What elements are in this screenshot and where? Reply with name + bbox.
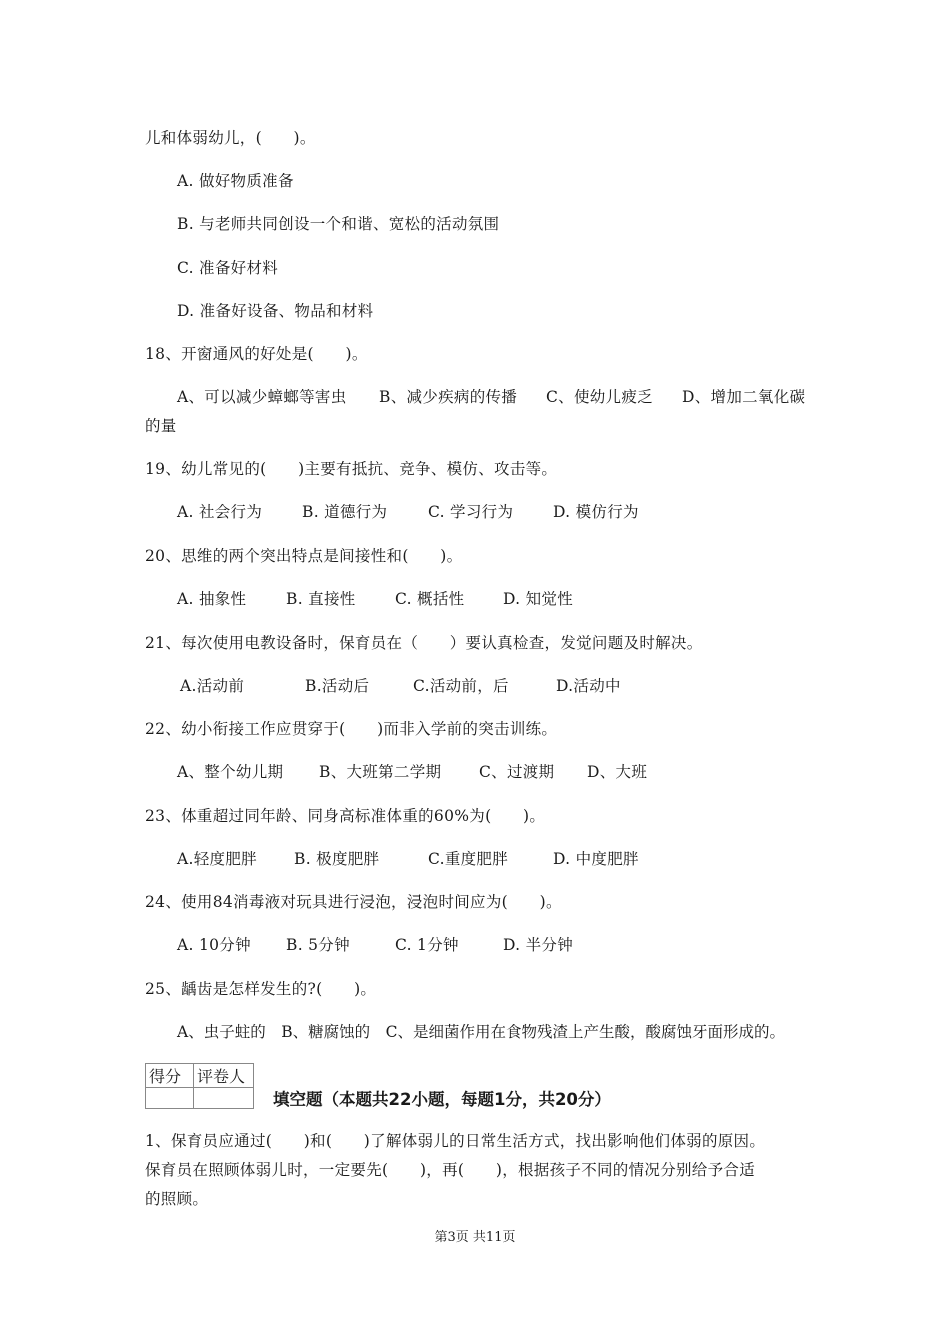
q19-option-b: B. 道德行为 [302,503,388,521]
q23-option-b: B. 极度肥胖 [294,850,380,868]
question-22-stem: 22、幼小衔接工作应贯穿于( )而非入学前的突击训练。 [145,720,558,738]
score-cell [146,1088,194,1109]
q19-option-c: C. 学习行为 [428,503,514,521]
question-19-stem: 19、幼儿常见的( )主要有抵抗、竞争、模仿、攻击等。 [145,460,558,478]
section-title: 填空题（本题共22小题，每题1分，共20分） [273,1090,611,1109]
fill-question-1-line-2: 保育员在照顾体弱儿时，一定要先( )，再( )，根据孩子不同的情况分别给予合适 [145,1161,755,1179]
question-21-stem: 21、每次使用电教设备时，保育员在（ ）要认真检查，发觉问题及时解决。 [145,634,703,652]
q22-option-c: C、过渡期 [479,763,555,781]
q21-option-c: C.活动前，后 [413,677,509,695]
q19-option-d: D. 模仿行为 [553,503,639,521]
q20-option-b: B. 直接性 [286,590,356,608]
q21-options [180,676,621,696]
q24-option-b: B. 5分钟 [286,936,350,954]
q22-option-d: D、大班 [587,763,648,781]
grader-cell [194,1088,254,1109]
score-header: 得分 [146,1064,194,1088]
q20-option-a: A. 抽象性 [177,590,247,608]
q18-option-d: D、增加二氧化碳 [682,388,806,406]
q18-option-c: C、使幼儿疲乏 [546,388,653,406]
fill-question-1-line-1: 1、保育员应通过( )和( )了解体弱儿的日常生活方式，找出影响他们体弱的原因。 [145,1132,766,1150]
q18-option-wrap: 的量 [145,417,177,435]
q20-options [177,589,573,609]
q18-option-a: A、可以减少蟑螂等害虫 [177,388,347,406]
q21-option-d: D.活动中 [556,677,621,695]
q20-option-c: C. 概括性 [395,590,465,608]
q22-option-b: B、大班第二学期 [319,763,442,781]
q19-option-a: A. 社会行为 [177,503,263,521]
q23-option-d: D. 中度肥胖 [553,850,639,868]
q18-options [177,387,805,407]
q18-option-b: B、减少疾病的传播 [379,388,518,406]
q24-option-d: D. 半分钟 [503,936,574,954]
q25-options: A、虫子蛀的 B、糖腐蚀的 C、是细菌作用在食物残渣上产生酸，酸腐蚀牙面形成的。 [177,1023,785,1041]
page-footer: 第3页 共11页 [434,1230,516,1245]
q20-option-d: D. 知觉性 [503,590,574,608]
question-23-stem: 23、体重超过同年龄、同身高标准体重的60%为( )。 [145,807,546,825]
q24-option-a: A. 10分钟 [177,936,251,954]
question-18-stem: 18、开窗通风的好处是( )。 [145,345,368,363]
q23-option-c: C.重度肥胖 [428,850,509,868]
q21-option-b: B.活动后 [305,677,370,695]
question-24-stem: 24、使用84消毒液对玩具进行浸泡，浸泡时间应为( )。 [145,893,562,911]
q22-option-a: A、整个幼儿期 [177,763,284,781]
q24-option-c: C. 1分钟 [395,936,459,954]
q19-options [177,502,639,522]
q17-option-b: B. 与老师共同创设一个和谐、宽松的活动氛围 [177,215,500,233]
q17-option-d: D. 准备好设备、物品和材料 [177,302,374,320]
question-17-tail: 儿和体弱幼儿，( )。 [145,129,316,147]
grader-header: 评卷人 [194,1064,254,1088]
q17-option-a: A. 做好物质准备 [177,172,294,190]
q23-options [177,849,639,869]
q22-options [177,762,647,782]
fill-question-1-line-3: 的照顾。 [145,1190,209,1208]
q24-options [177,935,573,955]
question-20-stem: 20、思维的两个突出特点是间接性和( )。 [145,547,463,565]
score-table [145,1063,254,1109]
q21-option-a: A.活动前 [180,677,245,695]
q17-option-c: C. 准备好材料 [177,259,279,277]
q23-option-a: A.轻度肥胖 [177,850,257,868]
question-25-stem: 25、龋齿是怎样发生的?( )。 [145,980,377,998]
